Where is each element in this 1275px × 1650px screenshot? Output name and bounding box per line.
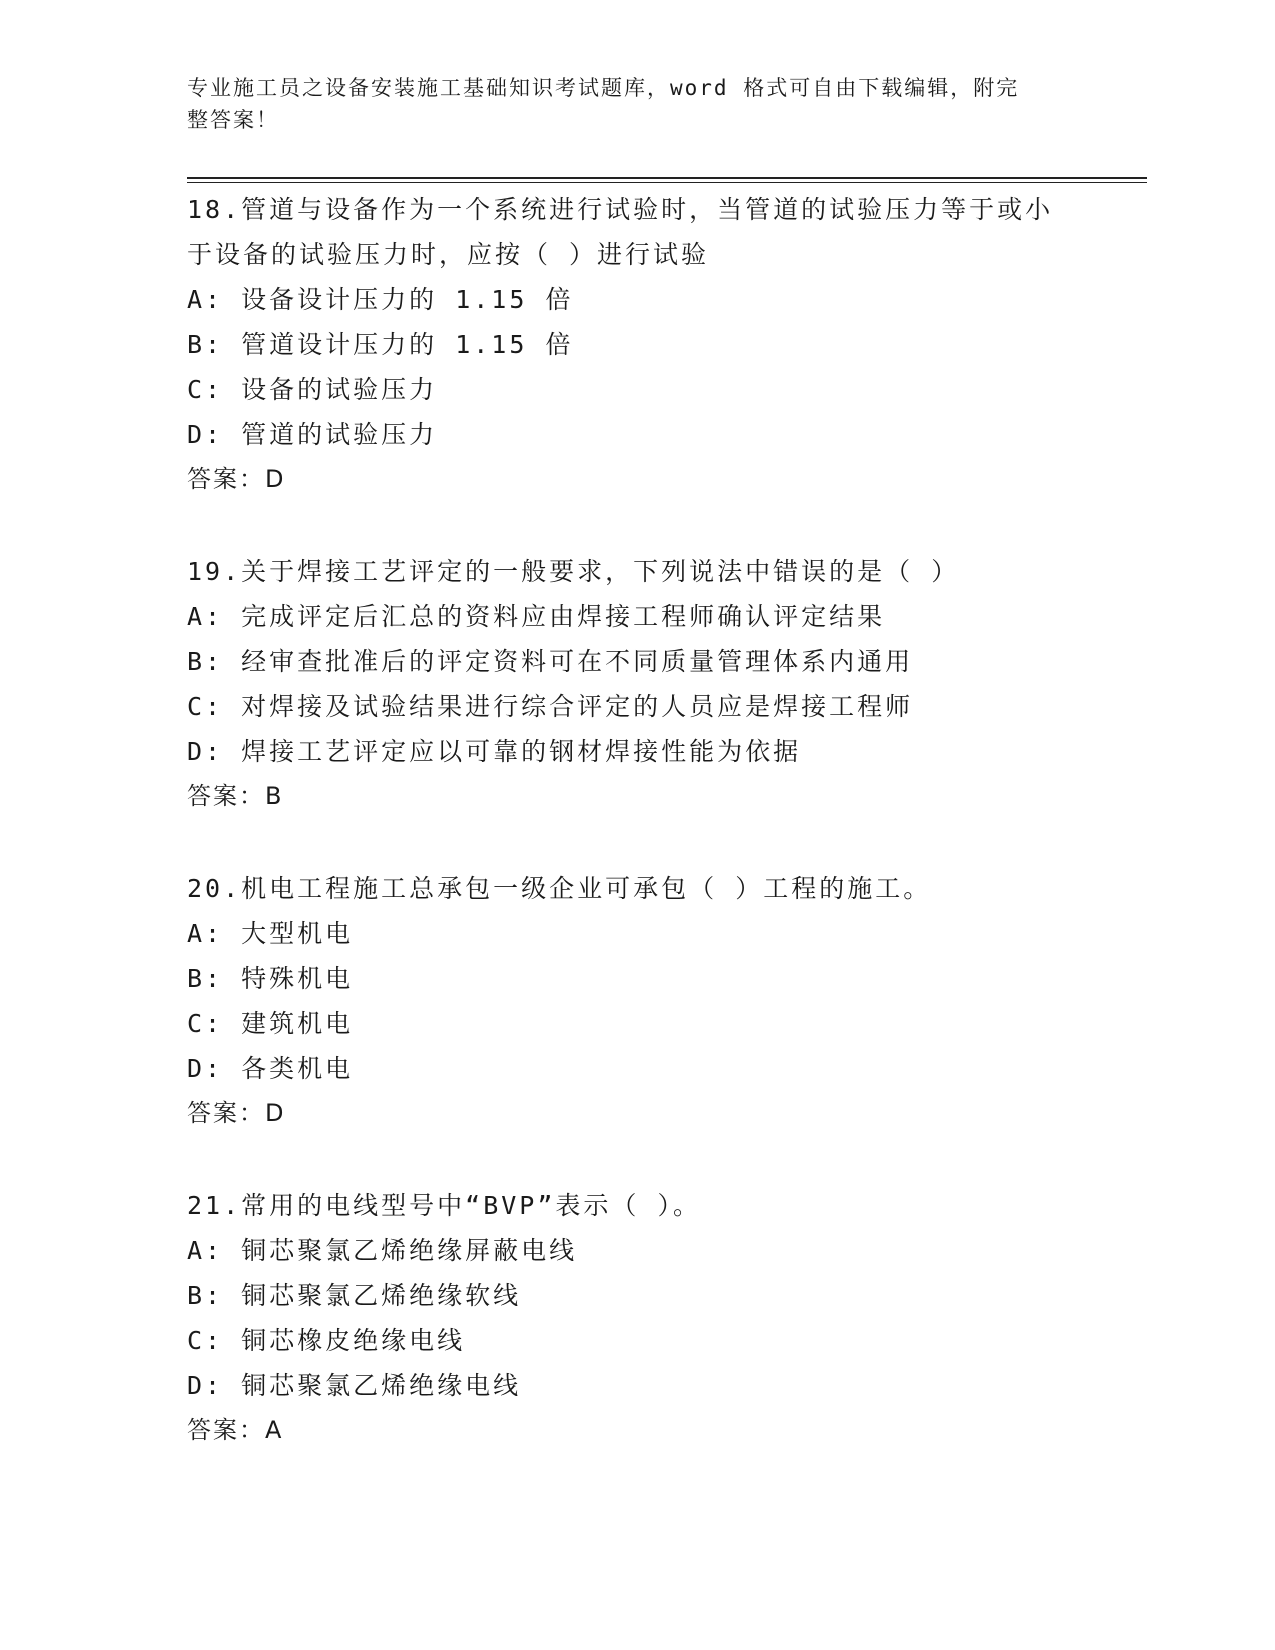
header-rule-thin: [187, 182, 1147, 183]
answer: 答案：A: [187, 1416, 284, 1444]
option-b: B: 铜芯聚氯乙烯绝缘软线: [187, 1281, 522, 1310]
header-line-2: 整答案！: [187, 108, 279, 132]
option-d: D: 铜芯聚氯乙烯绝缘电线: [187, 1371, 522, 1400]
option-a: A: 铜芯聚氯乙烯绝缘屏蔽电线: [187, 1236, 578, 1265]
option-d: D: 各类机电: [187, 1054, 354, 1083]
option-c: C: 设备的试验压力: [187, 375, 438, 404]
answer: 答案：D: [187, 465, 286, 493]
option-c: C: 建筑机电: [187, 1009, 354, 1038]
question-stem: 20.机电工程施工总承包一级企业可承包（ ）工程的施工。: [187, 874, 932, 903]
question-20: [187, 866, 1087, 1136]
question-stem: 21.常用的电线型号中“BVP”表示（ ）。: [187, 1191, 701, 1220]
question-21: [187, 1183, 1087, 1453]
option-c: C: 对焊接及试验结果进行综合评定的人员应是焊接工程师: [187, 692, 914, 721]
question-stem-continued: 于设备的试验压力时，应按（ ）进行试验: [187, 240, 710, 269]
question-18: [187, 187, 1087, 502]
header-line-1: 专业施工员之设备安装施工基础知识考试题库，word 格式可自由下载编辑，附完: [187, 76, 1020, 100]
question-stem: 19.关于焊接工艺评定的一般要求，下列说法中错误的是（ ）: [187, 557, 960, 586]
answer: 答案：B: [187, 782, 284, 810]
header-rule-thick: [187, 177, 1147, 179]
question-list: [187, 187, 1087, 1500]
document-header: [187, 72, 1067, 136]
question-stem: 18.管道与设备作为一个系统进行试验时，当管道的试验压力等于或小: [187, 195, 1054, 224]
answer: 答案：D: [187, 1099, 286, 1127]
option-a: A: 大型机电: [187, 919, 354, 948]
option-d: D: 焊接工艺评定应以可靠的钢材焊接性能为依据: [187, 737, 802, 766]
option-a: A: 完成评定后汇总的资料应由焊接工程师确认评定结果: [187, 602, 886, 631]
option-b: B: 经审查批准后的评定资料可在不同质量管理体系内通用: [187, 647, 914, 676]
option-b: B: 特殊机电: [187, 964, 354, 993]
option-c: C: 铜芯橡皮绝缘电线: [187, 1326, 466, 1355]
question-19: [187, 549, 1087, 819]
option-a: A: 设备设计压力的 1.15 倍: [187, 285, 574, 314]
option-d: D: 管道的试验压力: [187, 420, 438, 449]
option-b: B: 管道设计压力的 1.15 倍: [187, 330, 574, 359]
